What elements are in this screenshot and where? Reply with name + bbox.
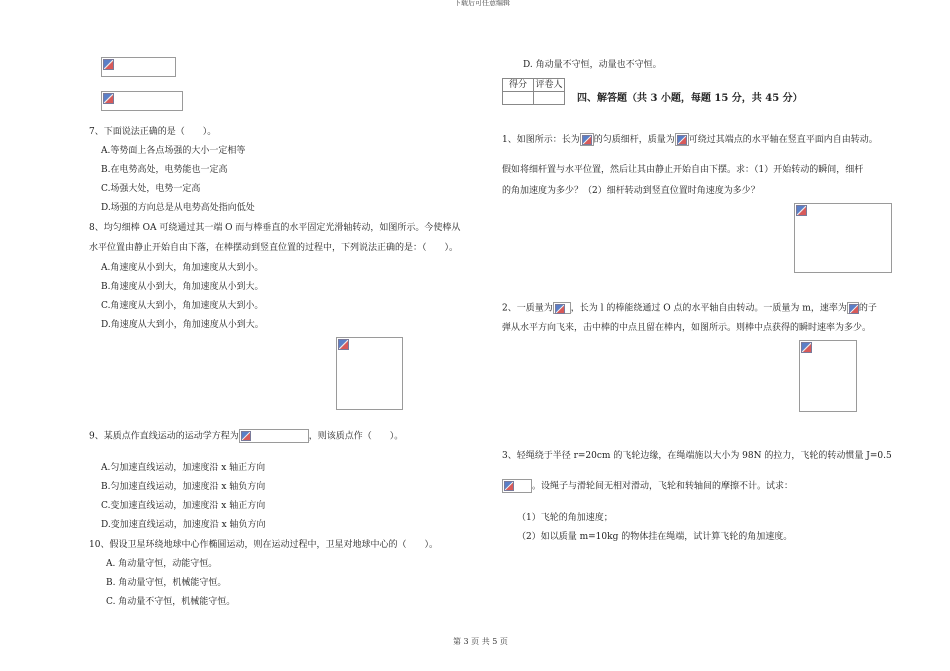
q7-option-b: B.在电势高处，电势能也一定高 (101, 165, 228, 175)
header-note: 下载后可任意编辑 (454, 0, 510, 7)
score-label: 得分 (503, 79, 534, 92)
broken-image-icon (103, 59, 114, 70)
p2-figure (799, 340, 857, 412)
q9-stem-after: ，则该质点作（ ）。 (308, 431, 404, 442)
p2-line1-b: ，长为 l 的棒能绕通过 O 点的水平轴自由转动。一质量为 m，速率为 (570, 303, 847, 314)
score-cell[interactable] (503, 92, 534, 105)
q7-option-c: C.场强大处，电势一定高 (101, 184, 201, 194)
q8-figure (336, 337, 403, 410)
broken-image-icon (555, 304, 565, 314)
broken-image-icon (241, 431, 251, 441)
q7-stem: 7、下面说法正确的是（ ）。 (89, 127, 217, 137)
q8-option-a: A.角速度从小到大，角加速度从大到小。 (101, 263, 264, 273)
q9-equation-image (239, 429, 309, 443)
q10-stem: 10、假设卫星环绕地球中心作椭圆运动，则在运动过程中，卫星对地球中心的（ ）。 (89, 540, 438, 550)
p2-mass-image (553, 302, 571, 314)
grader-cell[interactable] (534, 92, 565, 105)
broken-image-icon (677, 135, 687, 145)
p1-line3: 的角加速度为多少？（2）细杆转动到竖直位置时角速度为多少？ (502, 186, 760, 196)
broken-image-icon (103, 93, 114, 104)
p1-figure (794, 203, 892, 273)
q9-option-c: C.变加速直线运动，加速度沿 x 轴正方向 (101, 501, 266, 511)
broken-image-icon (504, 481, 514, 491)
broken-image-icon (801, 342, 812, 353)
formula-image-2 (101, 91, 183, 111)
q7-option-d: D.场强的方向总是从电势高处指向低处 (101, 203, 255, 213)
p1-length-image (580, 133, 594, 146)
p1-line1-c: 可绕过其端点的水平轴在竖直平面内自由转动。 (688, 135, 878, 145)
p1-line1 (502, 133, 878, 146)
q9-option-d: D.变加速直线运动，加速度沿 x 轴负方向 (101, 520, 266, 530)
q8-line1: 8、均匀细棒 OA 可绕通过其一端 O 而与棒垂直的水平固定光滑轴转动，如图所示。今使棒从 (89, 223, 461, 233)
p3-unit-image (502, 479, 532, 493)
p2-line1-c: 的子 (858, 303, 877, 314)
q10-option-b: B. 角动量守恒，机械能守恒。 (106, 578, 227, 588)
p2-speed-image (847, 302, 859, 314)
broken-image-icon (849, 304, 859, 314)
p3-line2-text: 。设绳子与滑轮间无相对滑动，飞轮和转轴间的摩擦不计。试求： (532, 481, 794, 492)
p3-line1: 3、轻绳绕于半径 r=20cm 的飞轮边缘，在绳端施以大小为 98N 的拉力，飞轮的转动惯量 J=0.5 (502, 451, 892, 461)
broken-image-icon (796, 205, 807, 216)
q10-option-c: C. 角动量不守恒，机械能守恒。 (106, 597, 236, 607)
p1-mass-image (675, 133, 689, 146)
q9-option-b: B.匀加速直线运动，加速度沿 x 轴负方向 (101, 482, 266, 492)
q7-option-a: A.等势面上各点场强的大小一定相等 (101, 146, 246, 156)
score-table (502, 78, 565, 105)
p1-line2: 假如将细杆置与水平位置，然后让其由静止开始自由下摆。求：（1）开始转动的瞬间，细杆 (502, 165, 864, 175)
p3-sub1: （1）飞轮的角加速度； (517, 513, 613, 523)
p1-line1-a: 1、如图所示：长为 (502, 135, 580, 145)
q9-option-a: A.匀加速直线运动，加速度沿 x 轴正方向 (101, 463, 266, 473)
broken-image-icon (582, 135, 592, 145)
p2-line1-a: 2、一质量为 (502, 303, 553, 314)
p2-line2: 弹从水平方向飞来，击中棒的中点且留在棒内，如图所示。则棒中点获得的瞬时速率为多少。 (502, 323, 872, 333)
q8-option-c: C.角速度从大到小，角加速度从大到小。 (101, 301, 264, 311)
p1-line1-b: 的匀质细杆，质量为 (593, 135, 675, 145)
broken-image-icon (338, 339, 349, 350)
q8-line2: 水平位置由静止开始自由下落，在棒摆动到竖直位置的过程中，下列说法正确的是：（ ）。 (89, 243, 459, 253)
q9-stem-before: 9、某质点作直线运动的运动学方程为 (89, 431, 239, 442)
q8-option-d: D.角速度从大到小，角加速度从小到大。 (101, 320, 264, 330)
q8-option-b: B.角速度从小到大，角加速度从小到大。 (101, 282, 264, 292)
q10-option-d: D. 角动量不守恒，动量也不守恒。 (523, 60, 662, 70)
q10-option-a: A. 角动量守恒，动能守恒。 (106, 559, 218, 569)
p3-sub2: （2）如以质量 m=10kg 的物体挂在绳端，试计算飞轮的角加速度。 (517, 532, 793, 542)
grader-label: 评卷人 (535, 79, 563, 90)
q9-stem (89, 429, 403, 443)
page-number: 第 3 页 共 5 页 (453, 637, 508, 646)
section-title: 四、解答题（共 3 小题，每题 15 分，共 45 分） (577, 93, 803, 104)
p3-line2 (502, 479, 793, 493)
formula-image-1 (101, 57, 176, 77)
p2-line1 (502, 302, 877, 314)
